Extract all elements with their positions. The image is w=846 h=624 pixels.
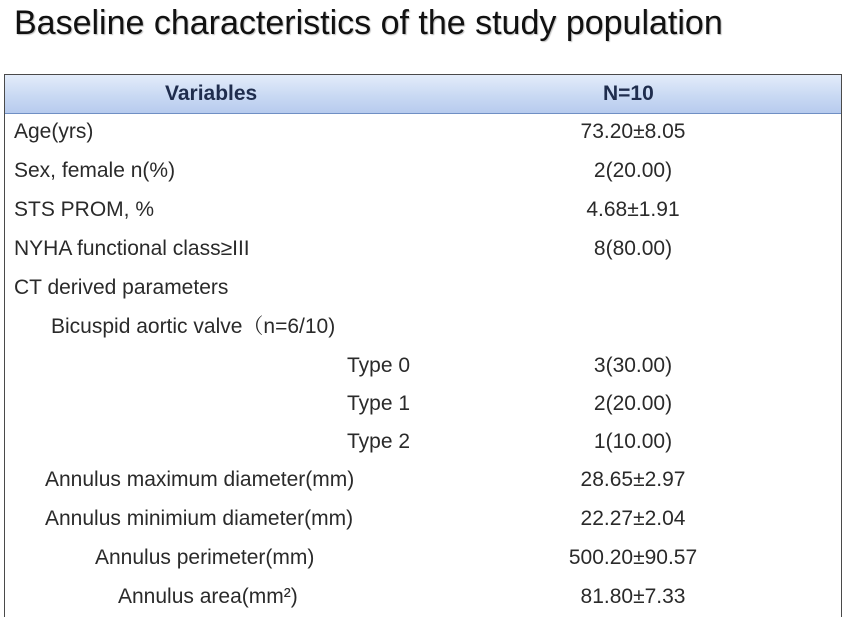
table-row — [5, 269, 841, 307]
row-label: Type 1 — [347, 392, 411, 415]
row-label: Annulus area(mm²) — [118, 585, 298, 608]
row-label: Annulus maximum diameter(mm) — [45, 468, 355, 491]
table-row — [5, 423, 841, 461]
table-row — [5, 385, 841, 423]
row-value: 500.20±90.57 — [568, 546, 698, 569]
row-value: 28.65±2.97 — [580, 468, 686, 491]
row-label: Bicuspid aortic valve（n=6/10) — [51, 315, 336, 338]
header-variables: Variables — [165, 82, 258, 105]
table-row — [5, 578, 841, 616]
row-value: 8(80.00) — [593, 237, 673, 260]
row-label: Age(yrs) — [14, 120, 94, 143]
row-value: 2(20.00) — [593, 159, 673, 182]
row-value: 81.80±7.33 — [580, 585, 686, 608]
table-row — [5, 500, 841, 538]
row-label: Type 0 — [347, 354, 411, 377]
baseline-table — [4, 74, 842, 617]
table-row — [5, 191, 841, 229]
table-row — [5, 152, 841, 190]
table-row — [5, 113, 841, 151]
row-label: Annulus perimeter(mm) — [95, 546, 315, 569]
row-value: 3(30.00) — [593, 354, 673, 377]
table-row — [5, 308, 841, 346]
row-label: CT derived parameters — [14, 276, 229, 299]
page-title: Baseline characteristics of the study population — [14, 4, 723, 42]
row-value: 4.68±1.91 — [586, 198, 680, 221]
table-row — [5, 539, 841, 577]
row-label: Type 2 — [347, 430, 411, 453]
table-header-row — [5, 75, 841, 114]
row-label: Sex, female n(%) — [14, 159, 176, 182]
row-value: 2(20.00) — [593, 392, 673, 415]
table-row — [5, 461, 841, 499]
row-value: 73.20±8.05 — [580, 120, 686, 143]
table-row — [5, 347, 841, 385]
row-value: 22.27±2.04 — [580, 507, 686, 530]
table-row — [5, 230, 841, 268]
row-label: STS PROM, % — [14, 198, 155, 221]
row-label: Annulus minimium diameter(mm) — [45, 507, 354, 530]
row-value: 1(10.00) — [593, 430, 673, 453]
header-n: N=10 — [603, 82, 654, 105]
row-label: NYHA functional class≥III — [14, 237, 250, 260]
